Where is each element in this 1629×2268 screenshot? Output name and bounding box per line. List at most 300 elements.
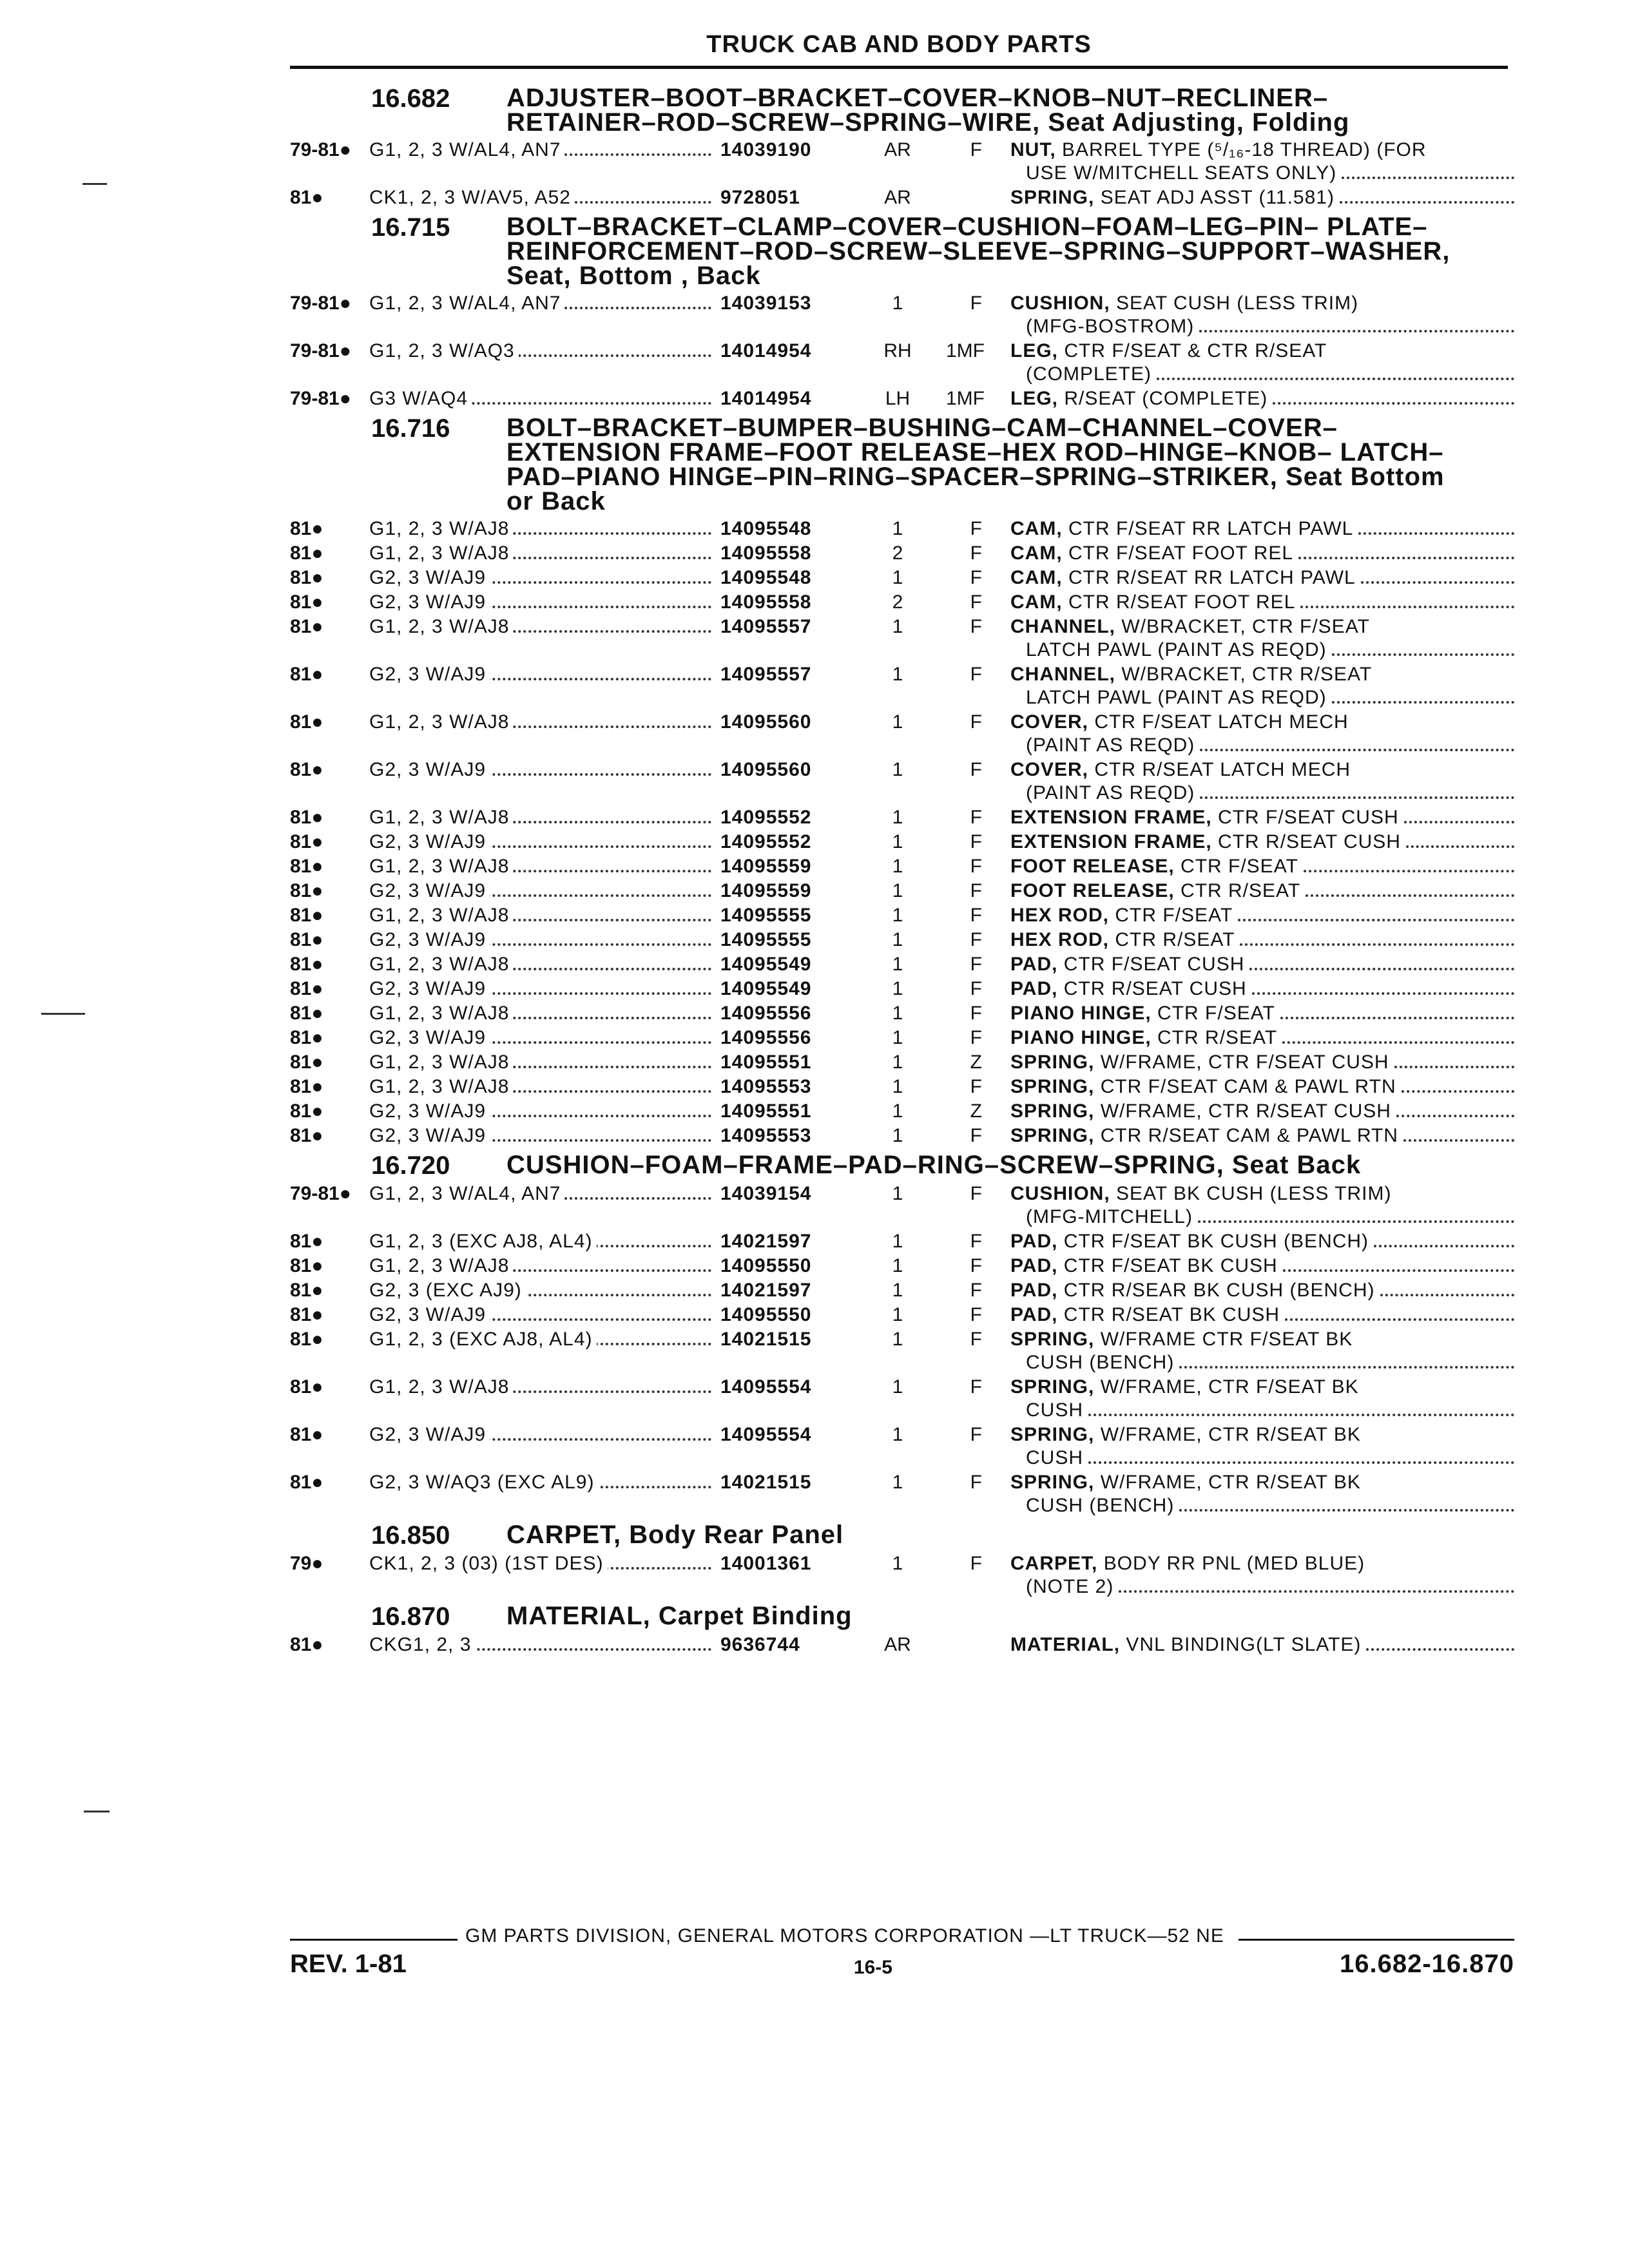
part-number: 14095553 bbox=[720, 1076, 812, 1097]
application-text: G1, 2, 3 (EXC AJ8, AL4) bbox=[369, 1231, 597, 1252]
part-name: PAD, bbox=[1010, 1231, 1058, 1252]
application bbox=[369, 1254, 720, 1278]
description bbox=[1010, 1230, 1514, 1253]
part-row bbox=[290, 1075, 1514, 1099]
source-code: F bbox=[970, 856, 982, 877]
part-number: 14095550 bbox=[720, 1304, 812, 1325]
part-row bbox=[290, 977, 1514, 1001]
source-code: F bbox=[970, 139, 982, 160]
description-line bbox=[1010, 1471, 1514, 1494]
description-line bbox=[1010, 904, 1514, 927]
quantity: 1 bbox=[892, 954, 903, 975]
part-name: SPRING, bbox=[1010, 187, 1095, 208]
application bbox=[369, 1423, 720, 1446]
quantity: 1 bbox=[892, 1183, 903, 1204]
application bbox=[369, 977, 720, 1001]
part-detail: SEAT BK CUSH (LESS TRIM) bbox=[1110, 1183, 1392, 1204]
footer-rule bbox=[290, 1939, 458, 1941]
part-name: CARPET, bbox=[1010, 1553, 1098, 1574]
description-text bbox=[1010, 1254, 1283, 1278]
part-detail: CTR F/SEAT LATCH MECH bbox=[1088, 711, 1349, 733]
part-row bbox=[290, 1254, 1514, 1278]
model-year: 79-81● bbox=[290, 340, 351, 361]
quantity: AR bbox=[884, 1634, 911, 1655]
application-text: G1, 2, 3 W/AJ8 bbox=[369, 905, 513, 926]
part-detail: CTR R/SEAT RR LATCH PAWL bbox=[1062, 567, 1356, 588]
model-year: 79-81● bbox=[290, 139, 351, 160]
part-detail: CTR R/SEAT FOOT REL bbox=[1062, 591, 1296, 613]
application bbox=[369, 1182, 720, 1206]
part-number: 14095548 bbox=[720, 518, 812, 539]
section-title-line: or Back bbox=[506, 487, 606, 515]
application bbox=[369, 1279, 720, 1302]
description-text: (PAINT AS REQD) bbox=[1026, 734, 1200, 757]
footer-rule bbox=[1239, 1939, 1514, 1941]
application-text: G2, 3 W/AQ3 (EXC AL9) bbox=[369, 1472, 598, 1493]
source-code: 1MF bbox=[946, 340, 985, 361]
quantity: 1 bbox=[892, 1231, 903, 1252]
quantity: 1 bbox=[892, 518, 903, 539]
description-text bbox=[1010, 1303, 1285, 1327]
quantity: 1 bbox=[892, 880, 903, 901]
section-16-720 bbox=[290, 1153, 1514, 1517]
quantity: 1 bbox=[892, 1027, 903, 1048]
model-year: 81● bbox=[290, 1052, 323, 1073]
description-text bbox=[1010, 1230, 1374, 1253]
part-detail: W/BRACKET, CTR F/SEAT bbox=[1115, 616, 1370, 637]
description-text bbox=[1010, 758, 1356, 782]
part-row bbox=[290, 1328, 1514, 1374]
part-detail: R/SEAT (COMPLETE) bbox=[1058, 388, 1268, 409]
part-name: CAM, bbox=[1010, 543, 1063, 564]
part-number: 14095550 bbox=[720, 1255, 812, 1276]
description bbox=[1010, 855, 1514, 878]
description-line bbox=[1010, 1002, 1514, 1025]
quantity: AR bbox=[884, 187, 911, 208]
part-name: SPRING, bbox=[1010, 1125, 1095, 1146]
model-year: 81● bbox=[290, 1280, 323, 1301]
description bbox=[1010, 1002, 1514, 1025]
source-code: F bbox=[970, 616, 982, 637]
application-text: G2, 3 W/AJ9 bbox=[369, 591, 490, 613]
description-line bbox=[1010, 1100, 1514, 1123]
section-title bbox=[506, 1523, 1514, 1547]
part-detail: CTR R/SEAT bbox=[1151, 1027, 1278, 1048]
application-text: G1, 2, 3 W/AJ8 bbox=[369, 856, 513, 877]
source-code: F bbox=[970, 293, 982, 314]
model-year: 81● bbox=[290, 1376, 323, 1398]
part-number: 14095559 bbox=[720, 856, 812, 877]
section-heading bbox=[290, 1153, 1514, 1178]
part-detail: CTR R/SEAT CAM & PAWL RTN bbox=[1094, 1125, 1398, 1146]
description bbox=[1010, 1279, 1514, 1302]
margin-mark bbox=[41, 1013, 85, 1015]
application-text: G2, 3 W/AJ9 bbox=[369, 1125, 490, 1146]
description bbox=[1010, 1100, 1514, 1123]
description-continuation bbox=[1010, 1494, 1514, 1517]
description-text bbox=[1010, 542, 1298, 565]
part-number: 14014954 bbox=[720, 340, 812, 361]
application bbox=[369, 1230, 720, 1253]
quantity: 1 bbox=[892, 1255, 903, 1276]
quantity: 2 bbox=[892, 543, 903, 564]
part-number: 14095551 bbox=[720, 1100, 812, 1122]
description-text bbox=[1010, 1376, 1364, 1399]
part-name: COVER, bbox=[1010, 759, 1089, 780]
description bbox=[1010, 879, 1514, 903]
description-text bbox=[1010, 591, 1300, 614]
description bbox=[1010, 1423, 1514, 1470]
source-code: F bbox=[970, 1231, 982, 1252]
application bbox=[369, 1471, 720, 1494]
part-row bbox=[290, 1279, 1514, 1302]
application-text: G2, 3 W/AJ9 bbox=[369, 664, 490, 685]
description-text bbox=[1010, 1552, 1370, 1575]
quantity: 1 bbox=[892, 807, 903, 828]
description-text bbox=[1010, 340, 1332, 363]
part-number: 14095559 bbox=[720, 880, 812, 901]
section-16-850 bbox=[290, 1523, 1514, 1599]
description bbox=[1010, 1075, 1514, 1099]
source-code: F bbox=[970, 711, 982, 733]
application-text: G2, 3 W/AJ9 bbox=[369, 880, 490, 901]
part-name: NUT, bbox=[1010, 139, 1056, 160]
section-title-line: EXTENSION FRAME–FOOT RELEASE–HEX ROD–HINGE–KNOB– LATCH– bbox=[506, 438, 1444, 466]
model-year: 79-81● bbox=[290, 1183, 351, 1204]
description-line bbox=[1010, 711, 1514, 734]
page-title: TRUCK CAB AND BODY PARTS bbox=[706, 31, 1092, 58]
application bbox=[369, 1376, 720, 1399]
application bbox=[369, 139, 720, 162]
application-text: CK1, 2, 3 W/AV5, A52 bbox=[369, 187, 575, 208]
quantity: 1 bbox=[892, 1076, 903, 1097]
model-year: 81● bbox=[290, 1634, 323, 1655]
section-number: 16.850 bbox=[371, 1521, 450, 1550]
description bbox=[1010, 758, 1514, 805]
part-name: COVER, bbox=[1010, 711, 1089, 733]
part-row bbox=[290, 1100, 1514, 1123]
part-name: SPRING, bbox=[1010, 1376, 1095, 1398]
part-detail: CTR R/SEAT BK CUSH bbox=[1057, 1304, 1280, 1325]
model-year: 81● bbox=[290, 978, 323, 999]
description-continuation bbox=[1010, 1446, 1514, 1470]
part-number: 14095558 bbox=[720, 543, 812, 564]
part-number: 14095548 bbox=[720, 567, 812, 588]
description-text: CUSH (BENCH) bbox=[1026, 1351, 1179, 1374]
part-row bbox=[290, 1026, 1514, 1050]
part-detail: CTR F/SEAT bbox=[1174, 856, 1298, 877]
application bbox=[369, 292, 720, 315]
part-detail: W/FRAME, CTR F/SEAT BK bbox=[1094, 1376, 1359, 1398]
part-row bbox=[290, 1182, 1514, 1229]
section-title bbox=[506, 416, 1514, 514]
model-year: 81● bbox=[290, 856, 323, 877]
part-name: CAM, bbox=[1010, 591, 1063, 613]
description-continuation bbox=[1010, 1206, 1514, 1229]
part-name: SPRING, bbox=[1010, 1424, 1095, 1445]
description bbox=[1010, 387, 1514, 410]
source-code: F bbox=[970, 954, 982, 975]
part-number: 14095556 bbox=[720, 1027, 812, 1048]
source-code: F bbox=[970, 664, 982, 685]
section-title-line: RETAINER–ROD–SCREW–SPRING–WIRE, Seat Adjusting, Folding bbox=[506, 108, 1350, 137]
description bbox=[1010, 1124, 1514, 1148]
part-number: 14095560 bbox=[720, 759, 812, 780]
description bbox=[1010, 1552, 1514, 1599]
description bbox=[1010, 186, 1514, 209]
quantity: 1 bbox=[892, 759, 903, 780]
part-detail: CTR R/SEAT bbox=[1109, 929, 1235, 950]
application-text: G2, 3 W/AJ9 bbox=[369, 1027, 490, 1048]
application-text: G1, 2, 3 (EXC AJ8, AL4) bbox=[369, 1329, 597, 1350]
part-row bbox=[290, 1423, 1514, 1470]
description-line bbox=[1010, 292, 1514, 315]
model-year: 81● bbox=[290, 1076, 323, 1097]
part-detail: CTR F/SEAT bbox=[1151, 1003, 1275, 1024]
application-text: G2, 3 W/AJ9 bbox=[369, 567, 490, 588]
description bbox=[1010, 139, 1514, 185]
application bbox=[369, 1075, 720, 1099]
section-16-682 bbox=[290, 86, 1514, 209]
application-text: G2, 3 W/AJ9 bbox=[369, 1304, 490, 1325]
description-line bbox=[1010, 928, 1514, 952]
model-year: 81● bbox=[290, 1003, 323, 1024]
description-text bbox=[1010, 1075, 1402, 1099]
application-text: G1, 2, 3 W/AJ8 bbox=[369, 1003, 513, 1024]
part-detail: W/FRAME CTR F/SEAT BK bbox=[1094, 1329, 1353, 1350]
section-title-line: ADJUSTER–BOOT–BRACKET–COVER–KNOB–NUT–RECLINER– bbox=[506, 84, 1329, 112]
part-name: CHANNEL, bbox=[1010, 664, 1115, 685]
model-year: 81● bbox=[290, 1125, 323, 1146]
description-line bbox=[1010, 387, 1514, 410]
part-name: SPRING, bbox=[1010, 1100, 1095, 1122]
part-name: SPRING, bbox=[1010, 1329, 1095, 1350]
part-detail: SEAT CUSH (LESS TRIM) bbox=[1110, 293, 1359, 314]
page-number: 16-5 bbox=[853, 1957, 892, 1978]
part-detail: VNL BINDING(LT SLATE) bbox=[1120, 1634, 1362, 1655]
part-detail: W/FRAME, CTR R/SEAT CUSH bbox=[1094, 1100, 1391, 1122]
section-title-line: REINFORCEMENT–ROD–SCREW–SLEEVE–SPRING–SUPPORT–WASHER, bbox=[506, 237, 1451, 265]
part-row bbox=[290, 1633, 1514, 1657]
application bbox=[369, 566, 720, 590]
application bbox=[369, 928, 720, 952]
quantity: 1 bbox=[892, 664, 903, 685]
section-heading bbox=[290, 1604, 1514, 1629]
description-line bbox=[1010, 542, 1514, 565]
application-text: G1, 2, 3 W/AJ8 bbox=[369, 711, 513, 733]
part-row bbox=[290, 953, 1514, 976]
section-title-line: CUSHION–FOAM–FRAME–PAD–RING–SCREW–SPRING, Seat Back bbox=[506, 1151, 1362, 1179]
part-number: 14039154 bbox=[720, 1183, 812, 1204]
part-number: 14095553 bbox=[720, 1125, 812, 1146]
description-line bbox=[1010, 340, 1514, 363]
model-year: 81● bbox=[290, 929, 323, 950]
description-continuation bbox=[1010, 1351, 1514, 1374]
part-number: 9636744 bbox=[720, 1634, 800, 1655]
description-text: USE W/MITCHELL SEATS ONLY) bbox=[1026, 162, 1342, 185]
description bbox=[1010, 831, 1514, 854]
description-continuation bbox=[1010, 162, 1514, 185]
page-footer bbox=[290, 1925, 1514, 1979]
model-year: 81● bbox=[290, 759, 323, 780]
description-text bbox=[1010, 566, 1361, 590]
part-row bbox=[290, 1051, 1514, 1074]
quantity: 1 bbox=[892, 616, 903, 637]
part-detail: BARREL TYPE (⁵/₁₆-18 THREAD) (FOR bbox=[1055, 139, 1427, 160]
section-16-870 bbox=[290, 1604, 1514, 1657]
description-text bbox=[1010, 387, 1273, 410]
quantity: 1 bbox=[892, 856, 903, 877]
section-heading bbox=[290, 416, 1514, 514]
application bbox=[369, 1303, 720, 1327]
footer-publisher: GM PARTS DIVISION, GENERAL MOTORS CORPORATION —LT TRUCK—52 NE bbox=[465, 1925, 1224, 1946]
part-detail: W/FRAME, CTR R/SEAT BK bbox=[1094, 1424, 1361, 1445]
model-year: 81● bbox=[290, 807, 323, 828]
part-detail: W/FRAME, CTR R/SEAT BK bbox=[1094, 1472, 1361, 1493]
description-text bbox=[1010, 615, 1375, 639]
application-text: G1, 2, 3 W/AJ8 bbox=[369, 1376, 513, 1398]
quantity: 1 bbox=[892, 567, 903, 588]
description-text bbox=[1010, 928, 1240, 952]
application bbox=[369, 953, 720, 976]
part-number: 14095552 bbox=[720, 807, 812, 828]
section-16-715 bbox=[290, 215, 1514, 410]
description-text bbox=[1010, 1100, 1396, 1123]
description-continuation bbox=[1010, 1399, 1514, 1422]
part-number: 14095558 bbox=[720, 591, 812, 613]
description-text: (MFG-BOSTROM) bbox=[1026, 315, 1199, 338]
description-text bbox=[1010, 1633, 1366, 1657]
model-year: 81● bbox=[290, 1304, 323, 1325]
quantity: 2 bbox=[892, 591, 903, 613]
application-text: G1, 2, 3 W/AL4, AN7 bbox=[369, 293, 564, 314]
quantity: 1 bbox=[892, 1424, 903, 1445]
source-code: F bbox=[970, 807, 982, 828]
part-number: 14095557 bbox=[720, 616, 812, 637]
description-text bbox=[1010, 879, 1306, 903]
description-line bbox=[1010, 806, 1514, 829]
model-year: 79-81● bbox=[290, 293, 351, 314]
application-text: G2, 3 W/AJ9 bbox=[369, 831, 490, 852]
source-code: F bbox=[970, 759, 982, 780]
model-year: 81● bbox=[290, 905, 323, 926]
description-text: (NOTE 2) bbox=[1026, 1575, 1119, 1599]
section-heading bbox=[290, 1523, 1514, 1548]
description-line bbox=[1010, 977, 1514, 1001]
part-detail: CTR F/SEAT RR LATCH PAWL bbox=[1062, 518, 1354, 539]
part-detail: W/BRACKET, CTR R/SEAT bbox=[1115, 664, 1373, 685]
part-name: CAM, bbox=[1010, 567, 1063, 588]
section-title-line: BOLT–BRACKET–BUMPER–BUSHING–CAM–CHANNEL–COVER– bbox=[506, 414, 1338, 442]
description-continuation bbox=[1010, 1575, 1514, 1599]
part-number: 14039153 bbox=[720, 293, 812, 314]
source-code: F bbox=[970, 1003, 982, 1024]
description bbox=[1010, 1182, 1514, 1229]
application-text: G1, 2, 3 W/AL4, AN7 bbox=[369, 139, 564, 160]
description-text bbox=[1010, 806, 1404, 829]
section-heading bbox=[290, 86, 1514, 135]
description-line bbox=[1010, 831, 1514, 854]
part-number: 14095552 bbox=[720, 831, 812, 852]
description-line bbox=[1010, 1423, 1514, 1446]
part-detail: CTR F/SEAT CUSH bbox=[1057, 954, 1245, 975]
description-text: CUSH bbox=[1026, 1446, 1088, 1470]
section-title-line: BOLT–BRACKET–CLAMP–COVER–CUSHION–FOAM–LEG–PIN– PLATE– bbox=[506, 213, 1428, 241]
application-text: G1, 2, 3 W/AL4, AN7 bbox=[369, 1183, 564, 1204]
description-line bbox=[1010, 1328, 1514, 1351]
section-number: 16.870 bbox=[371, 1602, 450, 1631]
description-text bbox=[1010, 1002, 1280, 1025]
part-row bbox=[290, 542, 1514, 565]
quantity: 1 bbox=[892, 1376, 903, 1398]
section-number: 16.682 bbox=[371, 84, 450, 113]
part-number: 14095560 bbox=[720, 711, 812, 733]
application bbox=[369, 1051, 720, 1074]
section-title-line: CARPET, Body Rear Panel bbox=[506, 1521, 844, 1549]
quantity: 1 bbox=[892, 978, 903, 999]
source-code: F bbox=[970, 567, 982, 588]
section-range: 16.682-16.870 bbox=[1339, 1950, 1514, 1978]
section-title-line: MATERIAL, Carpet Binding bbox=[506, 1602, 853, 1630]
model-year: 79● bbox=[290, 1553, 323, 1574]
description-line bbox=[1010, 1254, 1514, 1278]
part-number: 14039190 bbox=[720, 139, 812, 160]
application-text: G2, 3 W/AJ9 bbox=[369, 978, 490, 999]
application bbox=[369, 904, 720, 927]
model-year: 81● bbox=[290, 880, 323, 901]
model-year: 81● bbox=[290, 1027, 323, 1048]
part-row bbox=[290, 855, 1514, 878]
part-detail: CTR R/SEAT CUSH bbox=[1057, 978, 1247, 999]
application bbox=[369, 879, 720, 903]
description bbox=[1010, 904, 1514, 927]
description-text: (PAINT AS REQD) bbox=[1026, 782, 1200, 805]
part-name: LEG, bbox=[1010, 340, 1059, 361]
application-text: G1, 2, 3 W/AJ8 bbox=[369, 807, 513, 828]
description-text bbox=[1010, 953, 1249, 976]
description bbox=[1010, 1471, 1514, 1517]
part-name: HEX ROD, bbox=[1010, 929, 1110, 950]
description-line bbox=[1010, 1633, 1514, 1657]
part-number: 14095549 bbox=[720, 954, 812, 975]
part-detail: CTR R/SEAT LATCH MECH bbox=[1088, 759, 1351, 780]
part-detail: CTR F/SEAT bbox=[1109, 905, 1233, 926]
part-row bbox=[290, 1002, 1514, 1025]
description-line bbox=[1010, 591, 1514, 614]
description bbox=[1010, 517, 1514, 541]
section-number: 16.715 bbox=[371, 213, 450, 242]
description-text bbox=[1010, 855, 1304, 878]
quantity: 1 bbox=[892, 293, 903, 314]
quantity: LH bbox=[885, 388, 911, 409]
application bbox=[369, 1026, 720, 1050]
margin-mark bbox=[84, 1811, 110, 1812]
description-line bbox=[1010, 1075, 1514, 1099]
part-name: PIANO HINGE, bbox=[1010, 1027, 1152, 1048]
part-number: 14095549 bbox=[720, 978, 812, 999]
part-detail: SEAT ADJ ASST (11.581) bbox=[1094, 187, 1335, 208]
part-number: 9728051 bbox=[720, 187, 800, 208]
description-line bbox=[1010, 1552, 1514, 1575]
description-line bbox=[1010, 1230, 1514, 1253]
application-text: G1, 2, 3 W/AJ8 bbox=[369, 543, 513, 564]
part-number: 14001361 bbox=[720, 1553, 812, 1574]
description-line bbox=[1010, 1026, 1514, 1050]
source-code: F bbox=[970, 1424, 982, 1445]
quantity: 1 bbox=[892, 1052, 903, 1073]
quantity: 1 bbox=[892, 929, 903, 950]
description-line bbox=[1010, 139, 1514, 162]
